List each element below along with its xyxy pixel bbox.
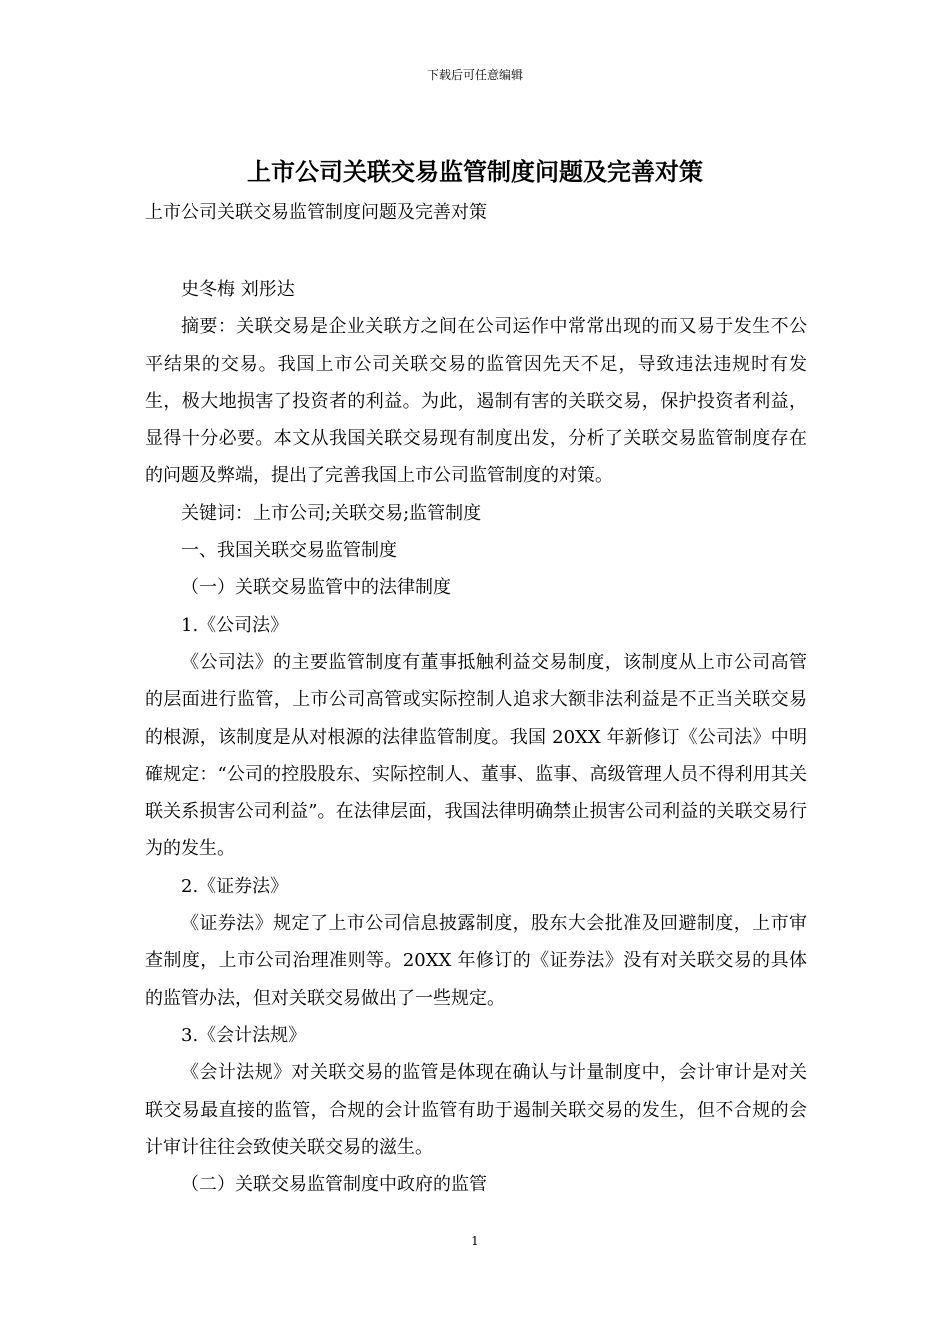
keywords: 关键词：上市公司;关联交易;监管制度 <box>181 502 482 524</box>
item-heading-2: 2.《证券法》 <box>181 875 289 897</box>
subsection-heading-2: （二）关联交易监管制度中政府的监管 <box>181 1174 487 1196</box>
item-paragraph-3: 《会计法规》对关联交易的监管是体现在确认与计量制度中，会计审计是对关联交易最直接的监管，合规的会计监管有助于遏制关联交易的发生，但不合规的会计审计往往会致使关联交易的滋生。 <box>145 1062 807 1158</box>
item-paragraph-1: 《公司法》的主要监管制度有董事抵触利益交易制度，该制度从上市公司高管的层面进行监管，上市公司高管或实际控制人追求大额非法利益是不正当关联交易的根源，该制度是从对根源的法律监管制度。我国 20XX 年新修订《公司法》中明確规定：“公司的控股股东、实际控制人、董事、监事、高级管理人员不得利用其关联关系损害公司利益”。在法律层面，我国法律明确禁止损害公司利益的关联交易行为的发生。 <box>145 651 807 860</box>
abstract-paragraph: 摘要：关联交易是企业关联方之间在公司运作中常常出现的而又易于发生不公平结果的交易。我国上市公司关联交易的监管因先天不足，导致违法违规时有发生，极大地损害了投资者的利益。为此，遏制有害的关联交易，保护投资者利益，显得十分必要。本文从我国关联交易现有制度出发，分析了关联交易监管制度存在的问题及弊端，提出了完善我国上市公司监管制度的对策。 <box>145 316 807 487</box>
item-heading-1: 1.《公司法》 <box>181 614 289 636</box>
page-number: 1 <box>471 1234 479 1248</box>
item-heading-3: 3.《会计法规》 <box>181 1024 307 1046</box>
subsection-heading-1: （一）关联交易监管中的法律制度 <box>181 577 451 599</box>
item-paragraph-2: 《证券法》规定了上市公司信息披露制度，股东大会批准及回避制度，上市审查制度，上市公司治理准则等。20XX 年修订的《证券法》没有对关联交易的具体的监管办法，但对关联交易做出了一些规定。 <box>145 913 807 1009</box>
authors: 史冬梅 刘彤达 <box>181 279 295 300</box>
section-heading-1: 一、我国关联交易监管制度 <box>181 540 397 562</box>
document-body <box>145 271 807 1203</box>
header-note: 下载后可任意编辑 <box>426 68 523 82</box>
page-title: 上市公司关联交易监管制度问题及完善对策 <box>247 157 703 186</box>
subtitle: 上市公司关联交易监管制度问题及完善对策 <box>145 202 487 223</box>
